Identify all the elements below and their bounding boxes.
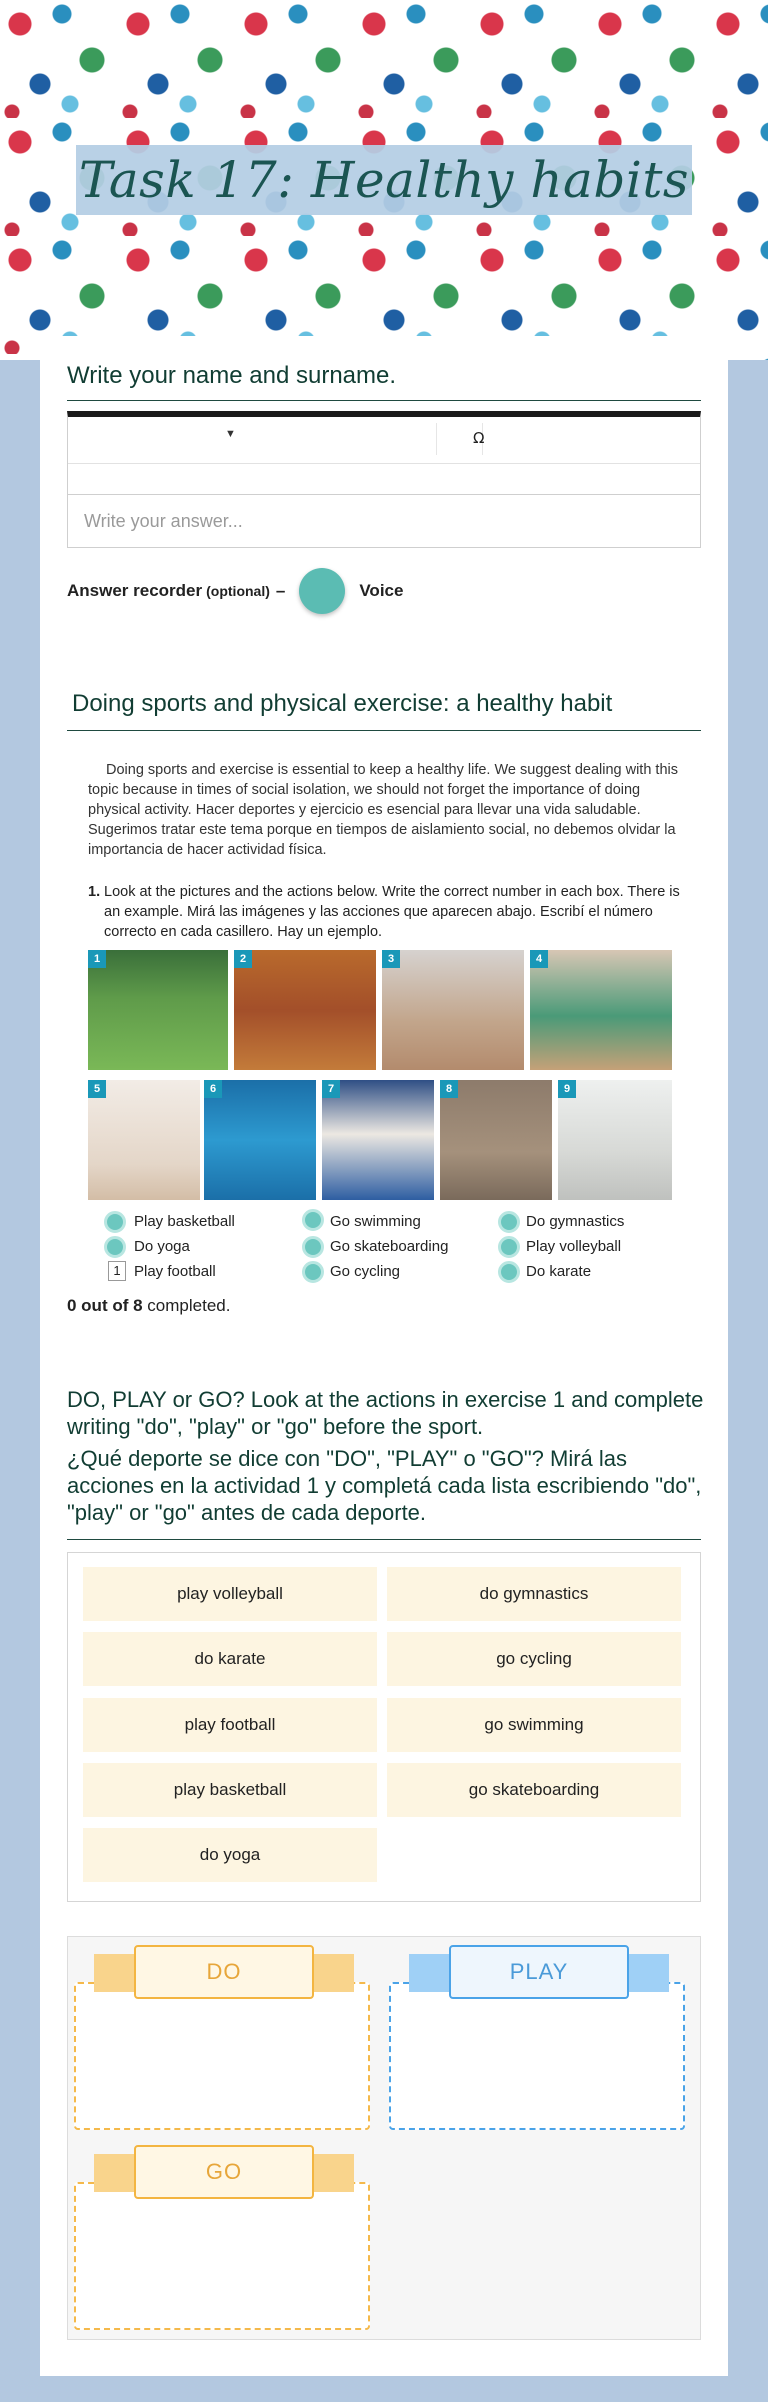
answer-input[interactable] [67, 494, 701, 548]
photo-number: 4 [530, 950, 548, 968]
action-label: Play basketball [134, 1213, 235, 1230]
action-label: Do yoga [134, 1238, 190, 1255]
sorting-bank [67, 1552, 701, 1902]
answer-box-go-swimming[interactable] [302, 1209, 324, 1231]
photo-number: 3 [382, 950, 400, 968]
category-label-do: DO [134, 1945, 314, 1999]
recorder-label: Answer recorder [67, 581, 203, 600]
exercise-instruction [88, 882, 680, 942]
answer-recorder [67, 568, 403, 614]
recorder-optional: (optional) [206, 583, 270, 599]
action-label: Play volleyball [526, 1238, 622, 1255]
answer-box-play-volleyball[interactable] [498, 1236, 520, 1258]
sorting-heading-rule [67, 1539, 701, 1540]
sorting-heading-es: ¿Qué deporte se dice con "DO", "PLAY" o "GO"? Mirá las acciones en la actividad 1 y completá cada lista escribiendo "do", "play" or "go" antes de cada deporte. [67, 1446, 702, 1525]
action-label: Do gymnastics [526, 1213, 625, 1230]
action-label: Go cycling [330, 1263, 401, 1280]
photo-volleyball [234, 950, 376, 1070]
title-band [76, 145, 692, 215]
answer-box-do-gymnastics[interactable] [498, 1211, 520, 1233]
answer-box-go-skateboarding[interactable] [302, 1236, 324, 1258]
drag-chip[interactable]: do karate [83, 1632, 377, 1686]
progress-suffix: completed. [147, 1296, 231, 1315]
photo-number: 1 [88, 950, 106, 968]
special-character-button[interactable]: Ω [473, 429, 485, 447]
drop-area [67, 1936, 701, 2340]
recorder-dash: – [275, 581, 286, 600]
answer-box-play-football: 1 [108, 1261, 126, 1281]
drop-zone-play[interactable] [389, 1982, 685, 2130]
answer-box-go-cycling[interactable] [302, 1261, 324, 1283]
action-label: Do karate [526, 1263, 592, 1280]
action-label: Play football [134, 1263, 216, 1280]
photo-skateboarding [558, 1080, 672, 1200]
answer-box-play-basketball[interactable] [104, 1211, 126, 1233]
photo-number: 9 [558, 1080, 576, 1098]
name-heading: Write your name and surname. [67, 362, 397, 389]
category-label-go: GO [134, 2145, 314, 2199]
action-label: Go skateboarding [330, 1238, 449, 1255]
photo-number: 8 [440, 1080, 458, 1098]
photo-gymnastics [530, 950, 672, 1070]
drag-chip[interactable]: go swimming [387, 1698, 681, 1752]
sports-heading-rule [67, 730, 701, 731]
instruction-text: Look at the pictures and the actions below. Write the correct number in each box. There is an example. Mirá las imágenes y las acciones que aparecen abajo. Escribí el número correcto en cada casillero. Hay un ejemplo. [104, 884, 680, 940]
answer-box-do-yoga[interactable] [104, 1236, 126, 1258]
category-ribbon-do [94, 1945, 354, 1983]
photo-football [88, 950, 228, 1070]
photo-basketball [382, 950, 524, 1070]
worksheet-card [40, 336, 728, 2376]
photo-number: 6 [204, 1080, 222, 1098]
progress-count: 0 out of 8 [67, 1296, 143, 1315]
answer-box-do-karate[interactable] [498, 1261, 520, 1283]
drag-chip[interactable]: play volleyball [83, 1567, 377, 1621]
drag-chip[interactable]: play football [83, 1698, 377, 1752]
drag-chip[interactable]: go cycling [387, 1632, 681, 1686]
instruction-number: 1. [88, 884, 101, 900]
drag-chip[interactable]: play basketball [83, 1763, 377, 1817]
photo-number: 7 [322, 1080, 340, 1098]
photo-karate [322, 1080, 434, 1200]
drop-zone-go[interactable] [74, 2182, 370, 2330]
progress-text [67, 1296, 230, 1316]
drag-chip[interactable]: do gymnastics [387, 1567, 681, 1621]
caret-down-icon[interactable]: ▼ [225, 428, 236, 440]
sports-heading: Doing sports and physical exercise: a healthy habit [72, 690, 613, 717]
photo-number: 2 [234, 950, 252, 968]
category-ribbon-go [94, 2145, 354, 2183]
recorder-voice-label: Voice [359, 581, 404, 600]
sorting-heading-en: DO, PLAY or GO? Look at the actions in exercise 1 and complete writing "do", "play" or "go" before the sport. [67, 1387, 704, 1439]
page-title: Task 17: Healthy habits [78, 151, 690, 209]
sports-intro: Doing sports and exercise is essential to keep a healthy life. We suggest dealing with this topic because in times of social isolation, we should not forget the importance of doing physical activity. Hacer deportes y ejercicio es esencial para llevar una vida saludable. Sugerimos tratar este tema porque en tiempos de aislamiento social, no debemos olvidar la importancia de hacer actividad física. [88, 762, 678, 858]
header-banner [0, 0, 768, 360]
photo-yoga [88, 1080, 200, 1200]
drag-chip[interactable]: do yoga [83, 1828, 377, 1882]
record-button[interactable] [299, 568, 345, 614]
toolbar-divider-line [68, 463, 700, 464]
toolbar-divider [436, 423, 437, 455]
category-ribbon-play [409, 1945, 669, 1983]
rich-text-toolbar [67, 411, 701, 495]
action-label: Go swimming [330, 1213, 421, 1230]
name-heading-rule [67, 400, 701, 401]
actions-list [104, 1213, 704, 1293]
sorting-heading [67, 1386, 707, 1531]
drag-chip[interactable]: go skateboarding [387, 1763, 681, 1817]
category-label-play: PLAY [449, 1945, 629, 1999]
photo-cycling [440, 1080, 552, 1200]
photo-swimming [204, 1080, 316, 1200]
photo-number: 5 [88, 1080, 106, 1098]
drop-zone-do[interactable] [74, 1982, 370, 2130]
